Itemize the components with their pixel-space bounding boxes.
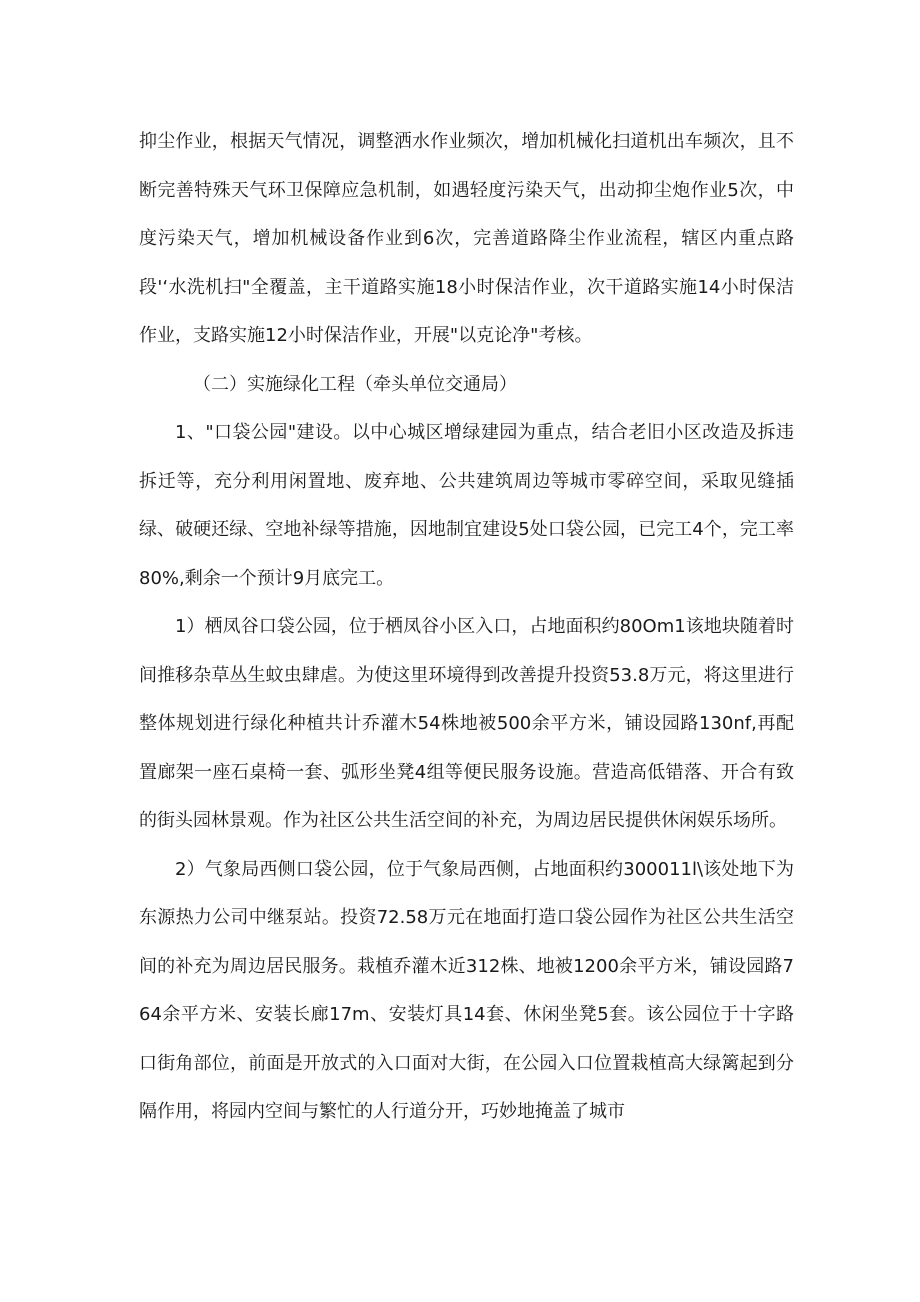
document-body bbox=[139, 118, 794, 1137]
section-heading-greening: （二）实施绿化工程（牵头单位交通局） bbox=[193, 373, 517, 395]
paragraph-dust-control: 抑尘作业，根据天气情况，调整洒水作业频次，增加机械化扫道机出车频次，且不断完善特殊天气环卫保障应急机制，如遇轻度污染天气，出动抑尘炮作业5次，中度污染天气，增加机械设备作业到6次，完善道路降尘作业流程，辖区内重点路段'‘水洗机扫"全覆盖，主干道路实施18小时保洁作业，次干道路实施14小时保洁作业，支路实施12小时保洁作业，开展"以克论净"考核。 bbox=[139, 131, 794, 346]
paragraph-weather-bureau-park: 2）气象局西侧口袋公园，位于气象局西侧，占地面积约300011l\该处地下为东源热力公司中继泵站。投资72.58万元在地面打造口袋公园作为社区公共生活空间的补充为周边居民服务。栽植乔灌木近312株、地被1200余平方米，铺设园路764余平方米、安装长廊17m、安装灯具14套、休闲坐凳5套。该公园位于十字路口街角部位，前面是开放式的入口面对大街，在公园入口位置栽植高大绿篱起到分隔作用，将园内空间与繁忙的人行道分开，巧妙地掩盖了城市 bbox=[139, 858, 794, 1122]
paragraph-qifenggu-park: 1）栖凤谷口袋公园，位于栖凤谷小区入口，占地面积约80Om1该地块随着时间推移杂草丛生蚊虫肆虐。为使这里环境得到改善提升投资53.8万元，将这里进行整体规划进行绿化种植共计乔灌木54株地被500余平方米，铺设园路130nf,再配置廊架一座石桌椅一套、弧形坐凳4组等便民服务设施。营造高低错落、开合有致的街头园林景观。作为社区公共生活空间的补充，为周边居民提供休闲娱乐场所。 bbox=[139, 616, 794, 831]
paragraph-pocket-parks: 1、"口袋公园"建设。以中心城区增绿建园为重点，结合老旧小区改造及拆违拆迁等，充分利用闲置地、废弃地、公共建筑周边等城市零碎空间，采取见缝插绿、破硬还绿、空地补绿等措施，因地制宜建设5处口袋公园，已完工4个，完工率80%,剩余一个预计9月底完工。 bbox=[139, 422, 794, 589]
